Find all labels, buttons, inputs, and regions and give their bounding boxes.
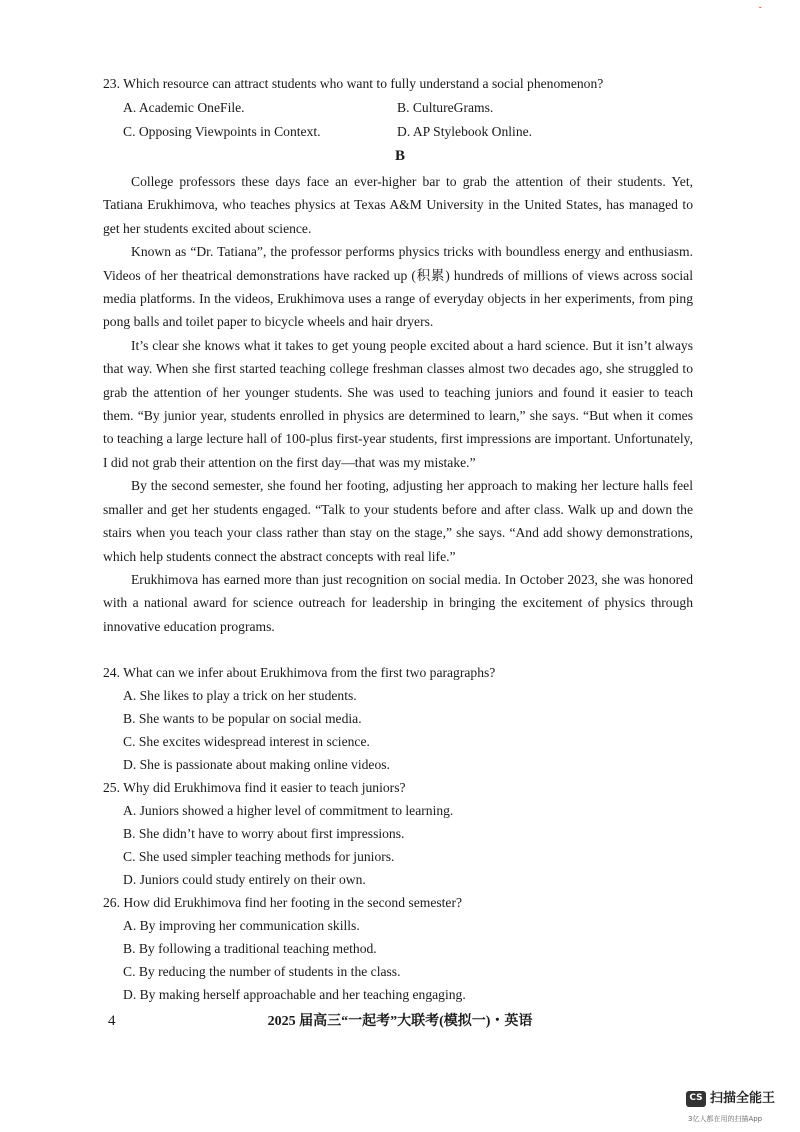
question-26-option-c: C. By reducing the number of students in the class. <box>123 964 401 979</box>
question-25-option-c: C. She used simpler teaching methods for juniors. <box>123 849 395 864</box>
question-25-option-d: D. Juniors could study entirely on their own. <box>123 872 366 887</box>
question-26-option-a: A. By improving her communication skills. <box>123 918 360 933</box>
question-23-option-a: A. Academic OneFile. <box>123 100 245 115</box>
question-24-stem: 24. What can we infer about Erukhimova from the first two paragraphs? <box>103 665 496 680</box>
passage-paragraph: Erukhimova has earned more than just recognition on social media. In October 2023, she was honored with a national award for science outreach for leadership in bringing the excitement of physics through innovative education programs. <box>103 571 693 634</box>
exam-footer-title: 2025 届高三“一起考”大联考(模拟一)・英语 <box>267 1014 533 1029</box>
corner-mark: ˇ <box>758 6 762 17</box>
camscanner-logo-icon: CS <box>686 1091 706 1107</box>
question-23-stem: 23. Which resource can attract students who want to fully understand a social phenomenon? <box>103 76 604 91</box>
question-26-option-d: D. By making herself approachable and her teaching engaging. <box>123 987 466 1002</box>
scanner-app-name: 扫描全能王 <box>710 1091 776 1106</box>
question-25-option-a: A. Juniors showed a higher level of commitment to learning. <box>123 803 454 818</box>
question-23-option-d: D. AP Stylebook Online. <box>397 124 533 139</box>
question-26-option-b: B. By following a traditional teaching method. <box>123 941 377 956</box>
question-24-option-a: A. She likes to play a trick on her students. <box>123 688 357 703</box>
question-24-option-d: D. She is passionate about making online videos. <box>123 757 390 772</box>
question-23-option-b: B. CultureGrams. <box>397 100 494 115</box>
question-23-option-c: C. Opposing Viewpoints in Context. <box>123 124 321 139</box>
section-b-heading: B <box>394 148 405 164</box>
passage-paragraph: College professors these days face an ever-higher bar to grab the attention of their students. Yet, Tatiana Erukhimova, who teaches physics at Texas A&M University in the United States, has managed to get her students excited about science. <box>103 174 693 236</box>
passage-paragraph: By the second semester, she found her footing, adjusting her approach to making her lecture halls feel smaller and get her students engaged. “Talk to your students before and after class. Walk up and down the stairs when you teach your class rather than stay on the stage,” she says. “And add showy demonstrations, which help students connect the abstract concepts with real life.” <box>103 478 693 564</box>
question-25-option-b: B. She didn’t have to worry about first impressions. <box>123 826 405 841</box>
reading-passage <box>103 170 693 638</box>
passage-paragraph: It’s clear she knows what it takes to get young people excited about a hard science. But it isn’t always that way. When she first started teaching college freshman classes almost two decades ago, she struggled to grab the attention of her younger students. She was used to teaching juniors and found it easier to teach them. “By junior year, students enrolled in physics are determined to learn,” she says. “But when it comes to teaching a large lecture hall of 100-plus first-year students, first impressions are important. Unfortunately, I did not grab their attention on the first day—that was my mistake.” <box>103 337 693 470</box>
question-24-option-b: B. She wants to be popular on social media. <box>123 711 362 726</box>
page-number: 4 <box>108 1013 116 1029</box>
scanner-app-tagline: 3亿人都在用的扫描App <box>688 1115 763 1123</box>
question-24-option-c: C. She excites widespread interest in science. <box>123 734 370 749</box>
question-26-stem: 26. How did Erukhimova find her footing in the second semester? <box>103 895 463 910</box>
question-25-stem: 25. Why did Erukhimova find it easier to teach juniors? <box>103 780 406 795</box>
passage-paragraph: Known as “Dr. Tatiana”, the professor performs physics tricks with boundless energy and enthusiasm. Videos of her theatrical demonstrations have racked up (积累) hundreds of millions of views across social media platforms. In the videos, Erukhimova uses a range of everyday objects in her experiments, from ping pong balls and toilet paper to bicycle wheels and hair dryers. <box>103 244 693 330</box>
scanner-watermark <box>686 1087 775 1110</box>
